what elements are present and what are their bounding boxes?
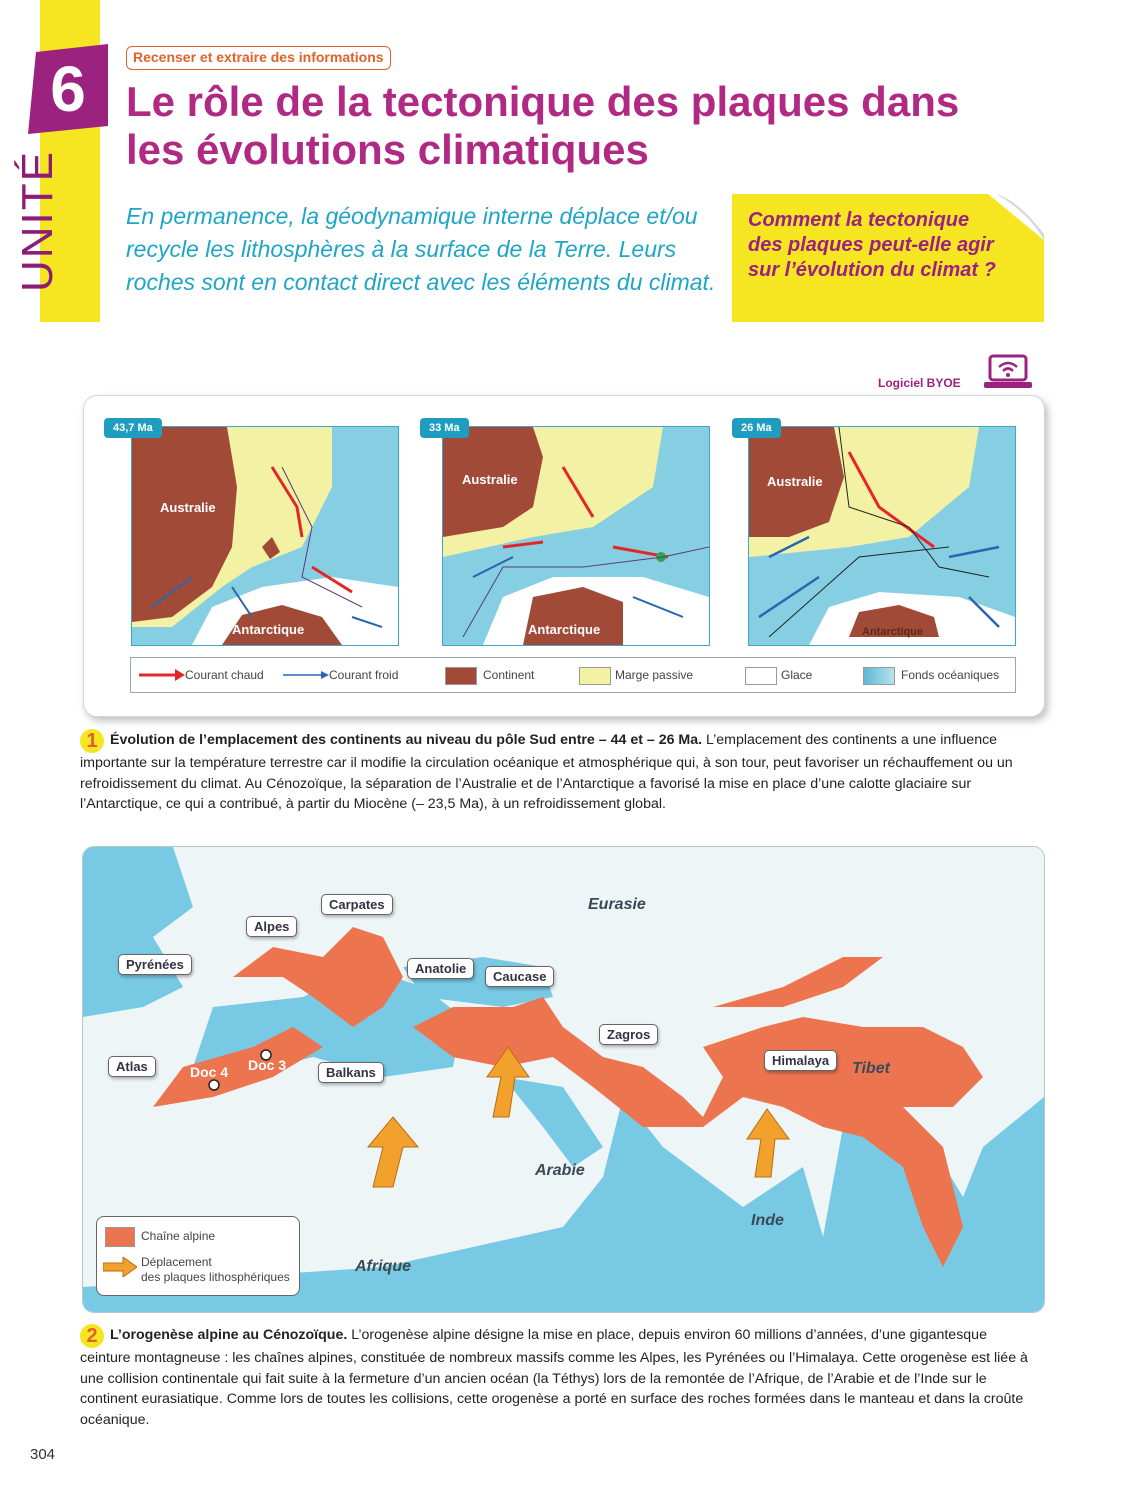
doc1-caption-text: L’emplacement des continents a une influence importante sur la température terrestre car il modifie la circulation océanique et atmosphérique qui, à son tour, peut favoriser un réchauffement ou un refroidissement du climat. Au Cénozoïque, la séparation de l’Australie et de l’Antarctique a favorisé la mise en place d’une calotte glaciaire sur l’Antarctique, ce qui a contribué, à partir du Miocène (– 23,5 Ma), à un refroidissement global. (80, 732, 1013, 812)
legend-ocean-floor: Fonds océaniques (901, 668, 1000, 682)
plate-movement-arrow-icon (103, 1257, 137, 1277)
map-age-tag: 33 Ma (420, 418, 469, 438)
map-26-ma-drawing (749, 427, 1015, 645)
region-arabie: Arabie (535, 1162, 585, 1179)
doc-point-3[interactable]: Doc 3 (248, 1057, 287, 1073)
software-label[interactable]: Logiciel BYOE (878, 376, 961, 390)
legend-plate-movement-line1: Déplacement (141, 1255, 212, 1269)
intro-text: En permanence, la géodynamique interne déplace et/ou recycle les lithosphères à la surface de la Terre. Leurs roches sont en contact direct avec les éléments du climat. (126, 203, 716, 295)
unit-number: 6 (50, 53, 86, 125)
legend-continent: Continent (483, 668, 535, 682)
page-title: Le rôle de la tectonique des plaques dans les évolutions climatiques (126, 78, 960, 173)
map-label-antarctica: Antarctique (232, 622, 305, 637)
cold-current-arrow-icon (283, 668, 329, 682)
map-26-ma (748, 426, 1016, 646)
passive-margin-swatch (579, 667, 611, 685)
doc2-caption (80, 1324, 1040, 1430)
legend-cold-current: Courant froid (329, 668, 399, 682)
page-number: 304 (30, 1446, 56, 1463)
legend-ice: Glace (781, 668, 813, 682)
unit-label: UNITÉ (13, 150, 62, 292)
callout-atlas: Atlas (108, 1056, 156, 1077)
legend-plate-movement-line2: des plaques lithosphériques (141, 1270, 290, 1284)
map-label-antarctica: Antarctique (862, 626, 924, 638)
doc-number-badge: 2 (80, 1324, 104, 1348)
map-label-australia: Australie (462, 472, 518, 487)
callout-carpates: Carpates (321, 894, 393, 915)
callout-pyrenees: Pyrénées (118, 954, 192, 975)
callout-caucase: Caucase (485, 966, 554, 987)
laptop-wifi-icon[interactable] (984, 354, 1032, 390)
legend-warm-current: Courant chaud (185, 668, 264, 682)
doc2-caption-title: L’orogenèse alpine au Cénozoïque. (110, 1327, 348, 1343)
legend-passive-margin: Marge passive (615, 668, 694, 682)
map-age-tag: 43,7 Ma (104, 418, 162, 438)
doc-number-badge: 1 (80, 729, 104, 753)
doc1-caption (80, 729, 1040, 815)
map-33-ma-drawing (443, 427, 709, 645)
doc1-legend (130, 657, 1016, 693)
callout-anatolie: Anatolie (407, 958, 474, 979)
region-tibet: Tibet (852, 1060, 890, 1077)
callout-zagros: Zagros (599, 1024, 658, 1045)
continent-swatch (445, 667, 477, 685)
region-inde: Inde (751, 1212, 784, 1229)
map-33-ma (442, 426, 710, 646)
legend-alpine-chain: Chaîne alpine (141, 1229, 216, 1243)
doc-point-4[interactable]: Doc 4 (190, 1064, 229, 1080)
key-question: Comment la tectonique des plaques peut-elle agir sur l’évolution du climat ? (748, 209, 996, 281)
region-afrique: Afrique (355, 1258, 411, 1275)
skill-tag: Recenser et extraire des informations (126, 46, 391, 70)
doc1-caption-title: Évolution de l’emplacement des continents au niveau du pôle Sud entre – 44 et – 26 Ma. (110, 732, 703, 748)
map-43-ma (131, 426, 399, 646)
callout-alpes: Alpes (246, 916, 297, 937)
map-label-australia: Australie (767, 474, 823, 489)
warm-current-arrow-icon (139, 668, 185, 682)
region-eurasie: Eurasie (588, 896, 646, 913)
callout-himalaya: Himalaya (764, 1050, 837, 1071)
legend-plate-movement (141, 1255, 290, 1285)
alpine-chain-swatch (105, 1227, 135, 1247)
doc2-legend (96, 1216, 300, 1296)
map-43-ma-drawing (132, 427, 398, 645)
callout-balkans: Balkans (318, 1062, 384, 1083)
ice-swatch (745, 667, 777, 685)
map-label-australia: Australie (160, 500, 216, 515)
doc2-caption-text: L’orogenèse alpine désigne la mise en place, depuis environ 60 millions d’années, d’une gigantesque ceinture montagneuse : les chaînes alpines, constituée de nombreux massifs comme les Alpes, les Pyrénées ou l’Himalaya. Cette orogenèse est liée à une collision continentale qui fait suite à la fermeture d’un ancien océan (la Téthys) lors de la remontée de l’Afrique, de l’Arabie et de l’Inde sur le continent eurasiatique. Comme lors de toutes les collisions, cette orogenèse a porté en surface des roches formées dans le manteau et dans la croûte océanique. (80, 1327, 1028, 1428)
ocean-floor-swatch (863, 667, 895, 685)
map-age-tag: 26 Ma (732, 418, 781, 438)
map-label-antarctica: Antarctique (528, 622, 601, 637)
